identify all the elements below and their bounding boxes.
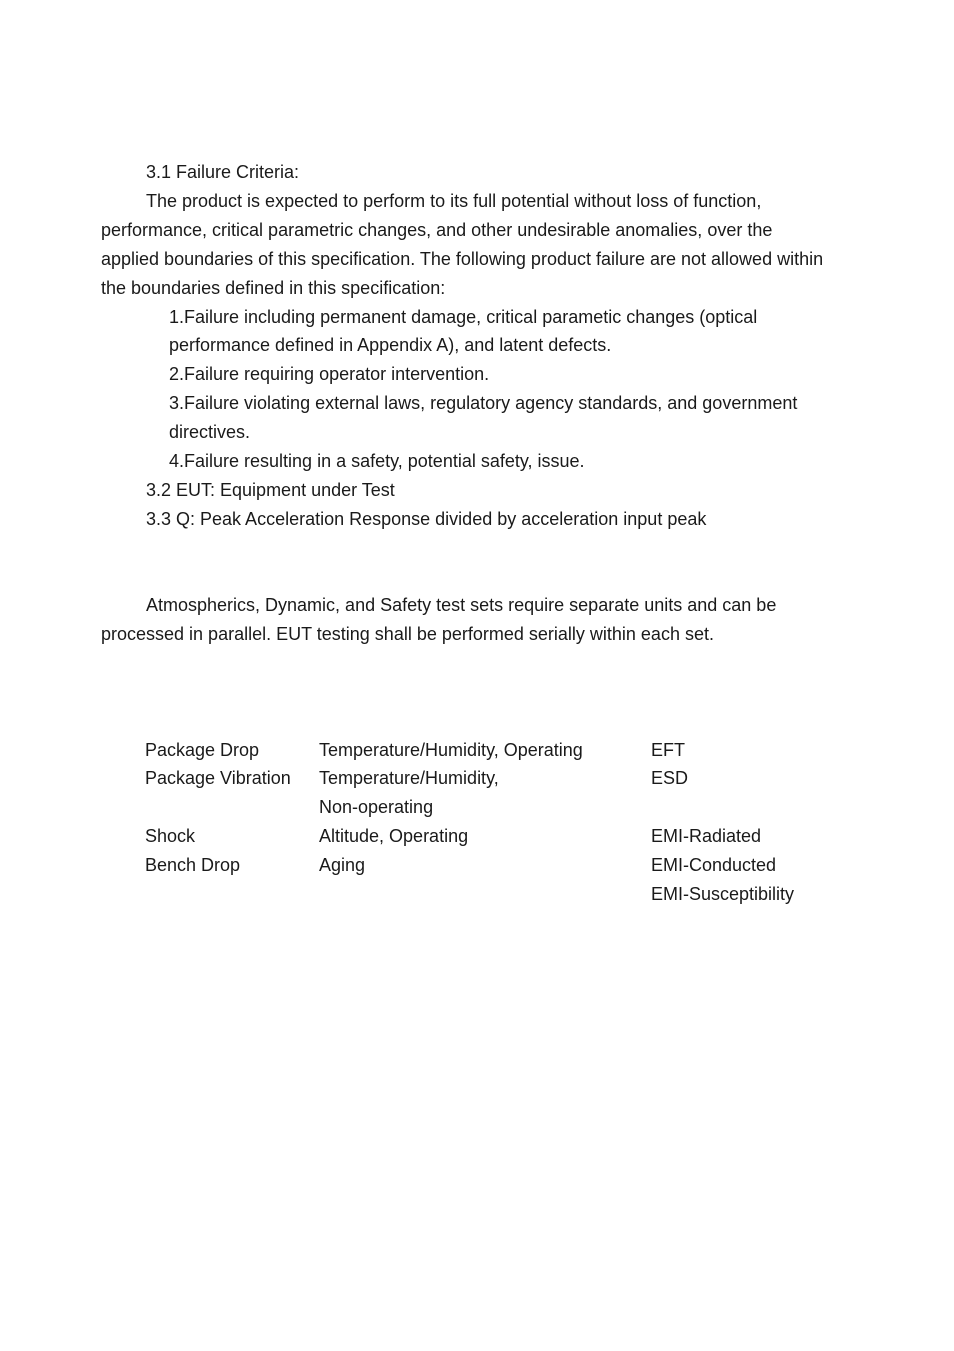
parallel-note-line: processed in parallel. EUT testing shall be performed serially within each set. bbox=[101, 624, 714, 644]
failure-list-item-1-cont: performance defined in Appendix A), and latent defects. bbox=[169, 335, 612, 355]
failure-paragraph-line: performance, critical parametric changes, and other undesirable anomalies, over the bbox=[101, 220, 773, 240]
atmospherics-test-item-cont: Non-operating bbox=[319, 797, 434, 817]
failure-paragraph-line: applied boundaries of this specification. The following product failure are not allowed within bbox=[101, 249, 824, 269]
failure-list-item-4: 4.Failure resulting in a safety, potential safety, issue. bbox=[169, 451, 585, 471]
failure-list-item-3: 3.Failure violating external laws, regulatory agency standards, and government bbox=[169, 393, 798, 413]
atmospherics-test-item: Aging bbox=[319, 855, 366, 875]
section-3-1-heading: 3.1 Failure Criteria: bbox=[146, 162, 300, 182]
atmospherics-test-item: Temperature/Humidity, Operating bbox=[319, 740, 583, 760]
failure-list-item-1: 1.Failure including permanent damage, critical parametic changes (optical bbox=[169, 307, 758, 327]
failure-paragraph-line: The product is expected to perform to its full potential without loss of function, bbox=[146, 191, 762, 211]
failure-paragraph-line: the boundaries defined in this specification: bbox=[101, 278, 446, 298]
safety-test-item: EFT bbox=[651, 740, 685, 760]
safety-test-item: ESD bbox=[651, 768, 689, 788]
safety-test-item: EMI-Radiated bbox=[651, 826, 762, 846]
section-3-3-definition: 3.3 Q: Peak Acceleration Response divided by acceleration input peak bbox=[146, 509, 707, 529]
failure-list-item-3-cont: directives. bbox=[169, 422, 251, 442]
section-3-2-definition: 3.2 EUT: Equipment under Test bbox=[146, 480, 395, 500]
parallel-note-line: Atmospherics, Dynamic, and Safety test sets require separate units and can be bbox=[146, 595, 777, 615]
dynamic-test-item: Shock bbox=[145, 826, 196, 846]
safety-test-item: EMI-Conducted bbox=[651, 855, 777, 875]
safety-test-item: EMI-Susceptibility bbox=[651, 884, 795, 904]
failure-list-item-2: 2.Failure requiring operator intervention. bbox=[169, 364, 490, 384]
atmospherics-test-item: Altitude, Operating bbox=[319, 826, 469, 846]
dynamic-test-item: Package Vibration bbox=[145, 768, 291, 788]
dynamic-test-item: Bench Drop bbox=[145, 855, 241, 875]
dynamic-test-item: Package Drop bbox=[145, 740, 260, 760]
atmospherics-test-item: Temperature/Humidity, bbox=[319, 768, 499, 788]
